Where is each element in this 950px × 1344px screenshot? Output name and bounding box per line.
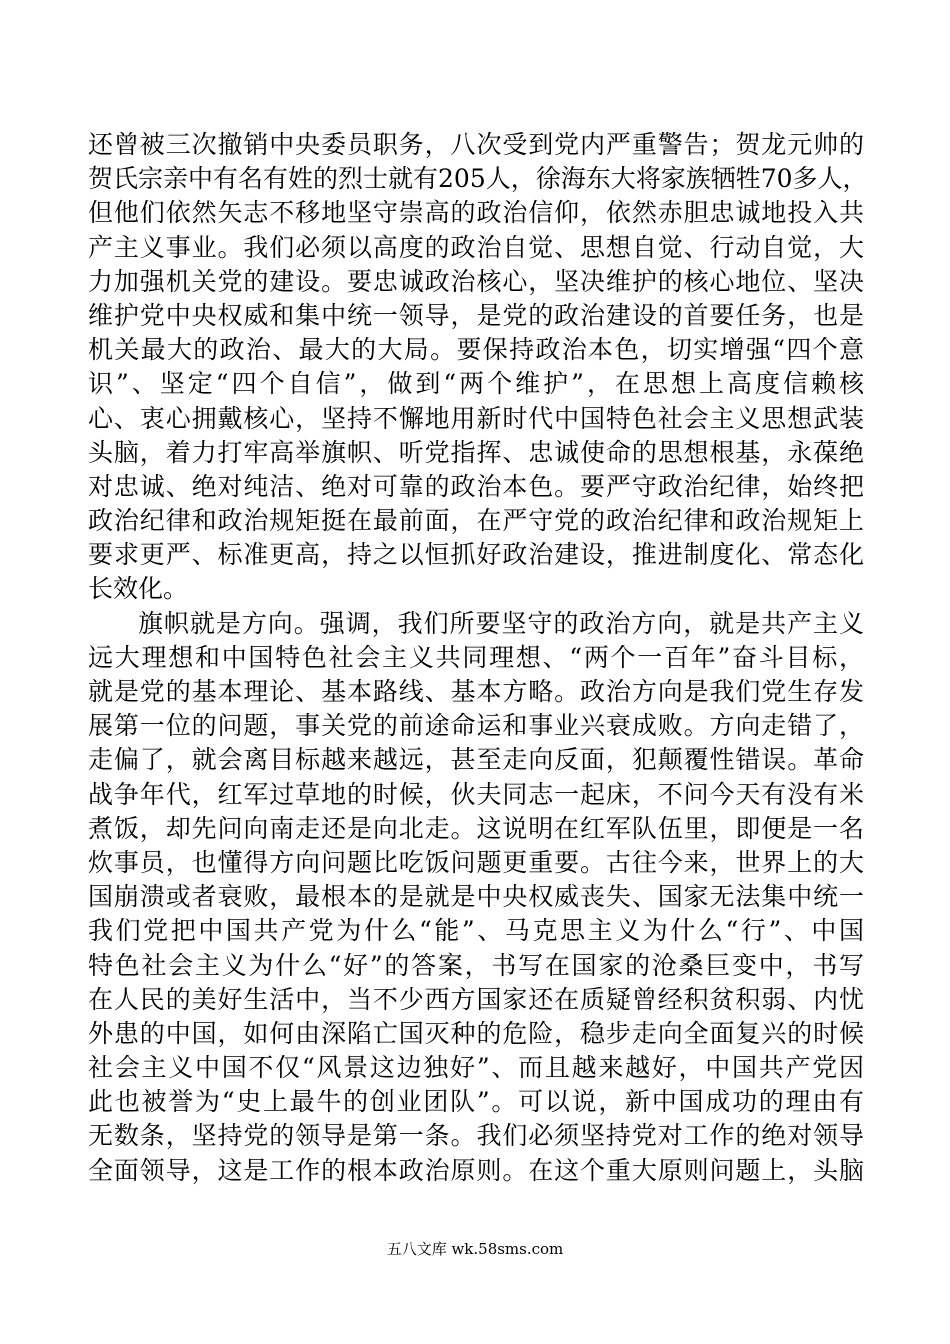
text-line: 无数条，坚持党的领导是第一条。我们必须坚持党对工作的绝对领导 [88,1121,864,1151]
text-line: 维护党中央权威和集中统一领导，是党的政治建设的首要任务，也是 [88,300,864,330]
text-line: 产主义事业。我们必须以高度的政治自觉、思想自觉、行动自觉，大 [88,232,864,262]
paragraph [88,128,868,607]
text-line: 心、衷心拥戴核心，坚持不懈地用新时代中国特色社会主义思想武装 [88,403,864,433]
text-line: 要求更严、标准更高，持之以恒抓好政治建设，推进制度化、常态化 [88,540,864,570]
text-line: 外患的中国，如何由深陷亡国灭种的危险，稳步走向全面复兴的时候 [88,1018,864,1048]
text-line: 机关最大的政治、最大的大局。要保持政治本色，切实增强“四个意 [88,335,864,365]
text-line: 远大理想和中国特色社会主义共同理想、“两个一百年”奋斗目标， [88,642,864,672]
text-line: 特色社会主义为什么“好”的答案，书写在国家的沧桑巨变中，书写 [88,950,864,980]
text-line: 煮饭，却先问向南走还是向北走。这说明在红军队伍里，即便是一名 [88,813,864,843]
text-line: 此也被誉为“史上最牛的创业团队”。可以说，新中国成功的理由有 [88,1087,864,1117]
text-line: 旗帜就是方向。强调，我们所要坚守的政治方向，就是共产主义 [138,608,864,638]
text-line: 还曾被三次撤销中央委员职务，八次受到党内严重警告；贺龙元帅的 [88,130,864,159]
text-line: 国崩溃或者衰败，最根本的是就是中央权威丧失、国家无法集中统一 [88,882,864,912]
text-line: 炊事员，也懂得方向问题比吃饭问题更重要。古往今来，世界上的大 [88,847,864,877]
text-line: 贺氏宗亲中有名有姓的烈士就有205人，徐海东大将家族牺牲70多人， [88,164,868,194]
page-footer: 五八文库 wk.58sms.com [386,1240,564,1258]
text-line: 政治纪律和政治规矩挺在最前面，在严守党的政治纪律和政治规矩上 [88,506,864,536]
text-line: 就是党的基本理论、基本路线、基本方略。政治方向是我们党生存发 [88,677,864,706]
text-line: 全面领导，这是工作的根本政治原则。在这个重大原则问题上，头脑 [88,1155,864,1185]
text-line: 力加强机关党的建设。要忠诚政治核心，坚决维护的核心地位、坚决 [88,266,864,296]
text-line: 展第一位的问题，事关党的前途命运和事业兴衰成败。方向走错了， [88,711,864,741]
text-line: 在人民的美好生活中，当不少西方国家还在质疑曾经积贫积弱、内忧 [88,984,864,1014]
text-line: 我们党把中国共产党为什么“能”、马克思主义为什么“行”、中国 [88,916,864,946]
text-line: 识”、坚定“四个自信”，做到“两个维护”，在思想上高度信赖核 [88,369,864,399]
text-line: 长效化。 [88,574,189,604]
text-line: 社会主义中国不仅“风景这边独好”、而且越来越好，中国共产党因 [88,1053,864,1083]
text-line: 但他们依然矢志不移地坚守崇高的政治信仰，依然赤胆忠诚地投入共 [88,198,864,228]
text-line: 战争年代，红军过草地的时候，伙夫同志一起床，不问今天有没有米 [88,779,864,809]
text-line: 走偏了，就会离目标越来越远，甚至走向反面，犯颠覆性错误。革命 [88,745,864,775]
document-body [88,128,868,1188]
text-line: 对忠诚、绝对纯洁、绝对可靠的政治本色。要严守政治纪律，始终把 [88,471,864,501]
paragraph [88,607,864,1188]
text-line: 头脑，着力打牢高举旗帜、听党指挥、忠诚使命的思想根基，永葆绝 [88,437,864,467]
